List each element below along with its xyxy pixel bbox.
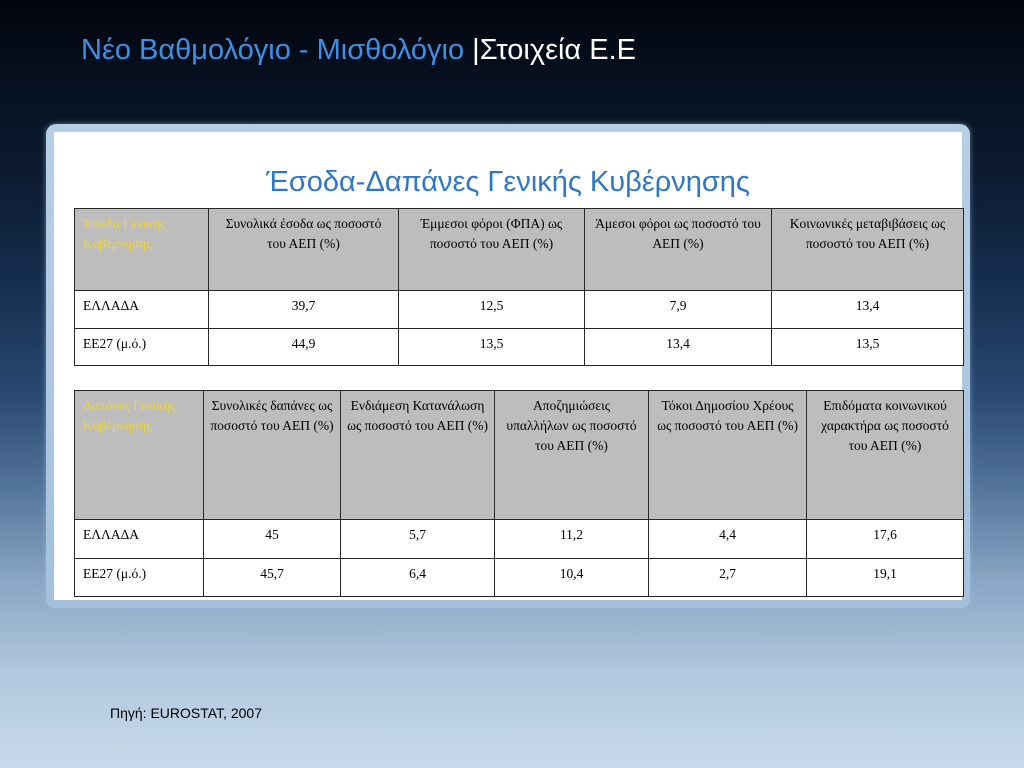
slide-title — [81, 30, 636, 70]
table-cell: 13,5 — [399, 329, 585, 366]
table-header-row — [75, 209, 964, 291]
table-cell: 39,7 — [209, 291, 399, 329]
slide-title-separator: | — [472, 34, 480, 66]
column-header: Συνολικά έσοδα ως ποσοστό του ΑΕΠ (%) — [209, 209, 399, 291]
table-cell: 13,5 — [772, 329, 964, 366]
table-cell: 45 — [204, 520, 341, 559]
column-header: Ενδιάμεση Κατανάλωση ως ποσοστό του ΑΕΠ (%) — [341, 391, 495, 520]
table-row — [75, 329, 964, 366]
content-panel-frame — [46, 124, 970, 608]
table-header-row — [75, 391, 964, 520]
revenue-table-corner: Έσοδα Γενικής Κυβέρνησης — [75, 209, 209, 291]
column-header: Κοινωνικές μεταβιβάσεις ως ποσοστό του ΑΕΠ (%) — [772, 209, 964, 291]
content-panel — [54, 132, 962, 600]
row-label: ΕΕ27 (μ.ό.) — [75, 329, 209, 366]
table-row — [75, 559, 964, 597]
table-cell: 19,1 — [807, 559, 964, 597]
source-note: Πηγή: EUROSTAT, 2007 — [110, 705, 262, 721]
table-cell: 7,9 — [585, 291, 772, 329]
table-cell: 13,4 — [585, 329, 772, 366]
table-cell: 45,7 — [204, 559, 341, 597]
spending-table — [74, 390, 964, 597]
table-cell: 12,5 — [399, 291, 585, 329]
slide-title-sub: Στοιχεία Ε.Ε — [479, 34, 637, 66]
column-header: Αποζημιώσεις υπαλλήλων ως ποσοστό του ΑΕΠ (%) — [495, 391, 649, 520]
column-header: Έμμεσοι φόροι (ΦΠΑ) ως ποσοστό του ΑΕΠ (%) — [399, 209, 585, 291]
spending-table-corner: Δαπάνες Γενικής Κυβέρνησης — [75, 391, 204, 520]
row-label: ΕΕ27 (μ.ό.) — [75, 559, 204, 597]
column-header: Συνολικές δαπάνες ως ποσοστό του ΑΕΠ (%) — [204, 391, 341, 520]
table-cell: 10,4 — [495, 559, 649, 597]
slide-title-main: Νέο Βαθμολόγιο - Μισθολόγιο — [81, 34, 465, 66]
table-cell: 5,7 — [341, 520, 495, 559]
row-label: ΕΛΛΑΔΑ — [75, 291, 209, 329]
table-cell: 2,7 — [649, 559, 807, 597]
revenue-table — [74, 208, 964, 366]
table-cell: 13,4 — [772, 291, 964, 329]
table-cell: 4,4 — [649, 520, 807, 559]
table-cell: 6,4 — [341, 559, 495, 597]
table-row — [75, 291, 964, 329]
table-cell: 17,6 — [807, 520, 964, 559]
column-header: Τόκοι Δημοσίου Χρέους ως ποσοστό του ΑΕΠ (%) — [649, 391, 807, 520]
column-header: Άμεσοι φόροι ως ποσοστό του ΑΕΠ (%) — [585, 209, 772, 291]
table-row — [75, 520, 964, 559]
table-cell: 44,9 — [209, 329, 399, 366]
row-label: ΕΛΛΑΔΑ — [75, 520, 204, 559]
panel-title: Έσοδα-Δαπάνες Γενικής Κυβέρνησης — [266, 166, 750, 198]
column-header: Επιδόματα κοινωνικού χαρακτήρα ως ποσοστό του ΑΕΠ (%) — [807, 391, 964, 520]
table-cell: 11,2 — [495, 520, 649, 559]
